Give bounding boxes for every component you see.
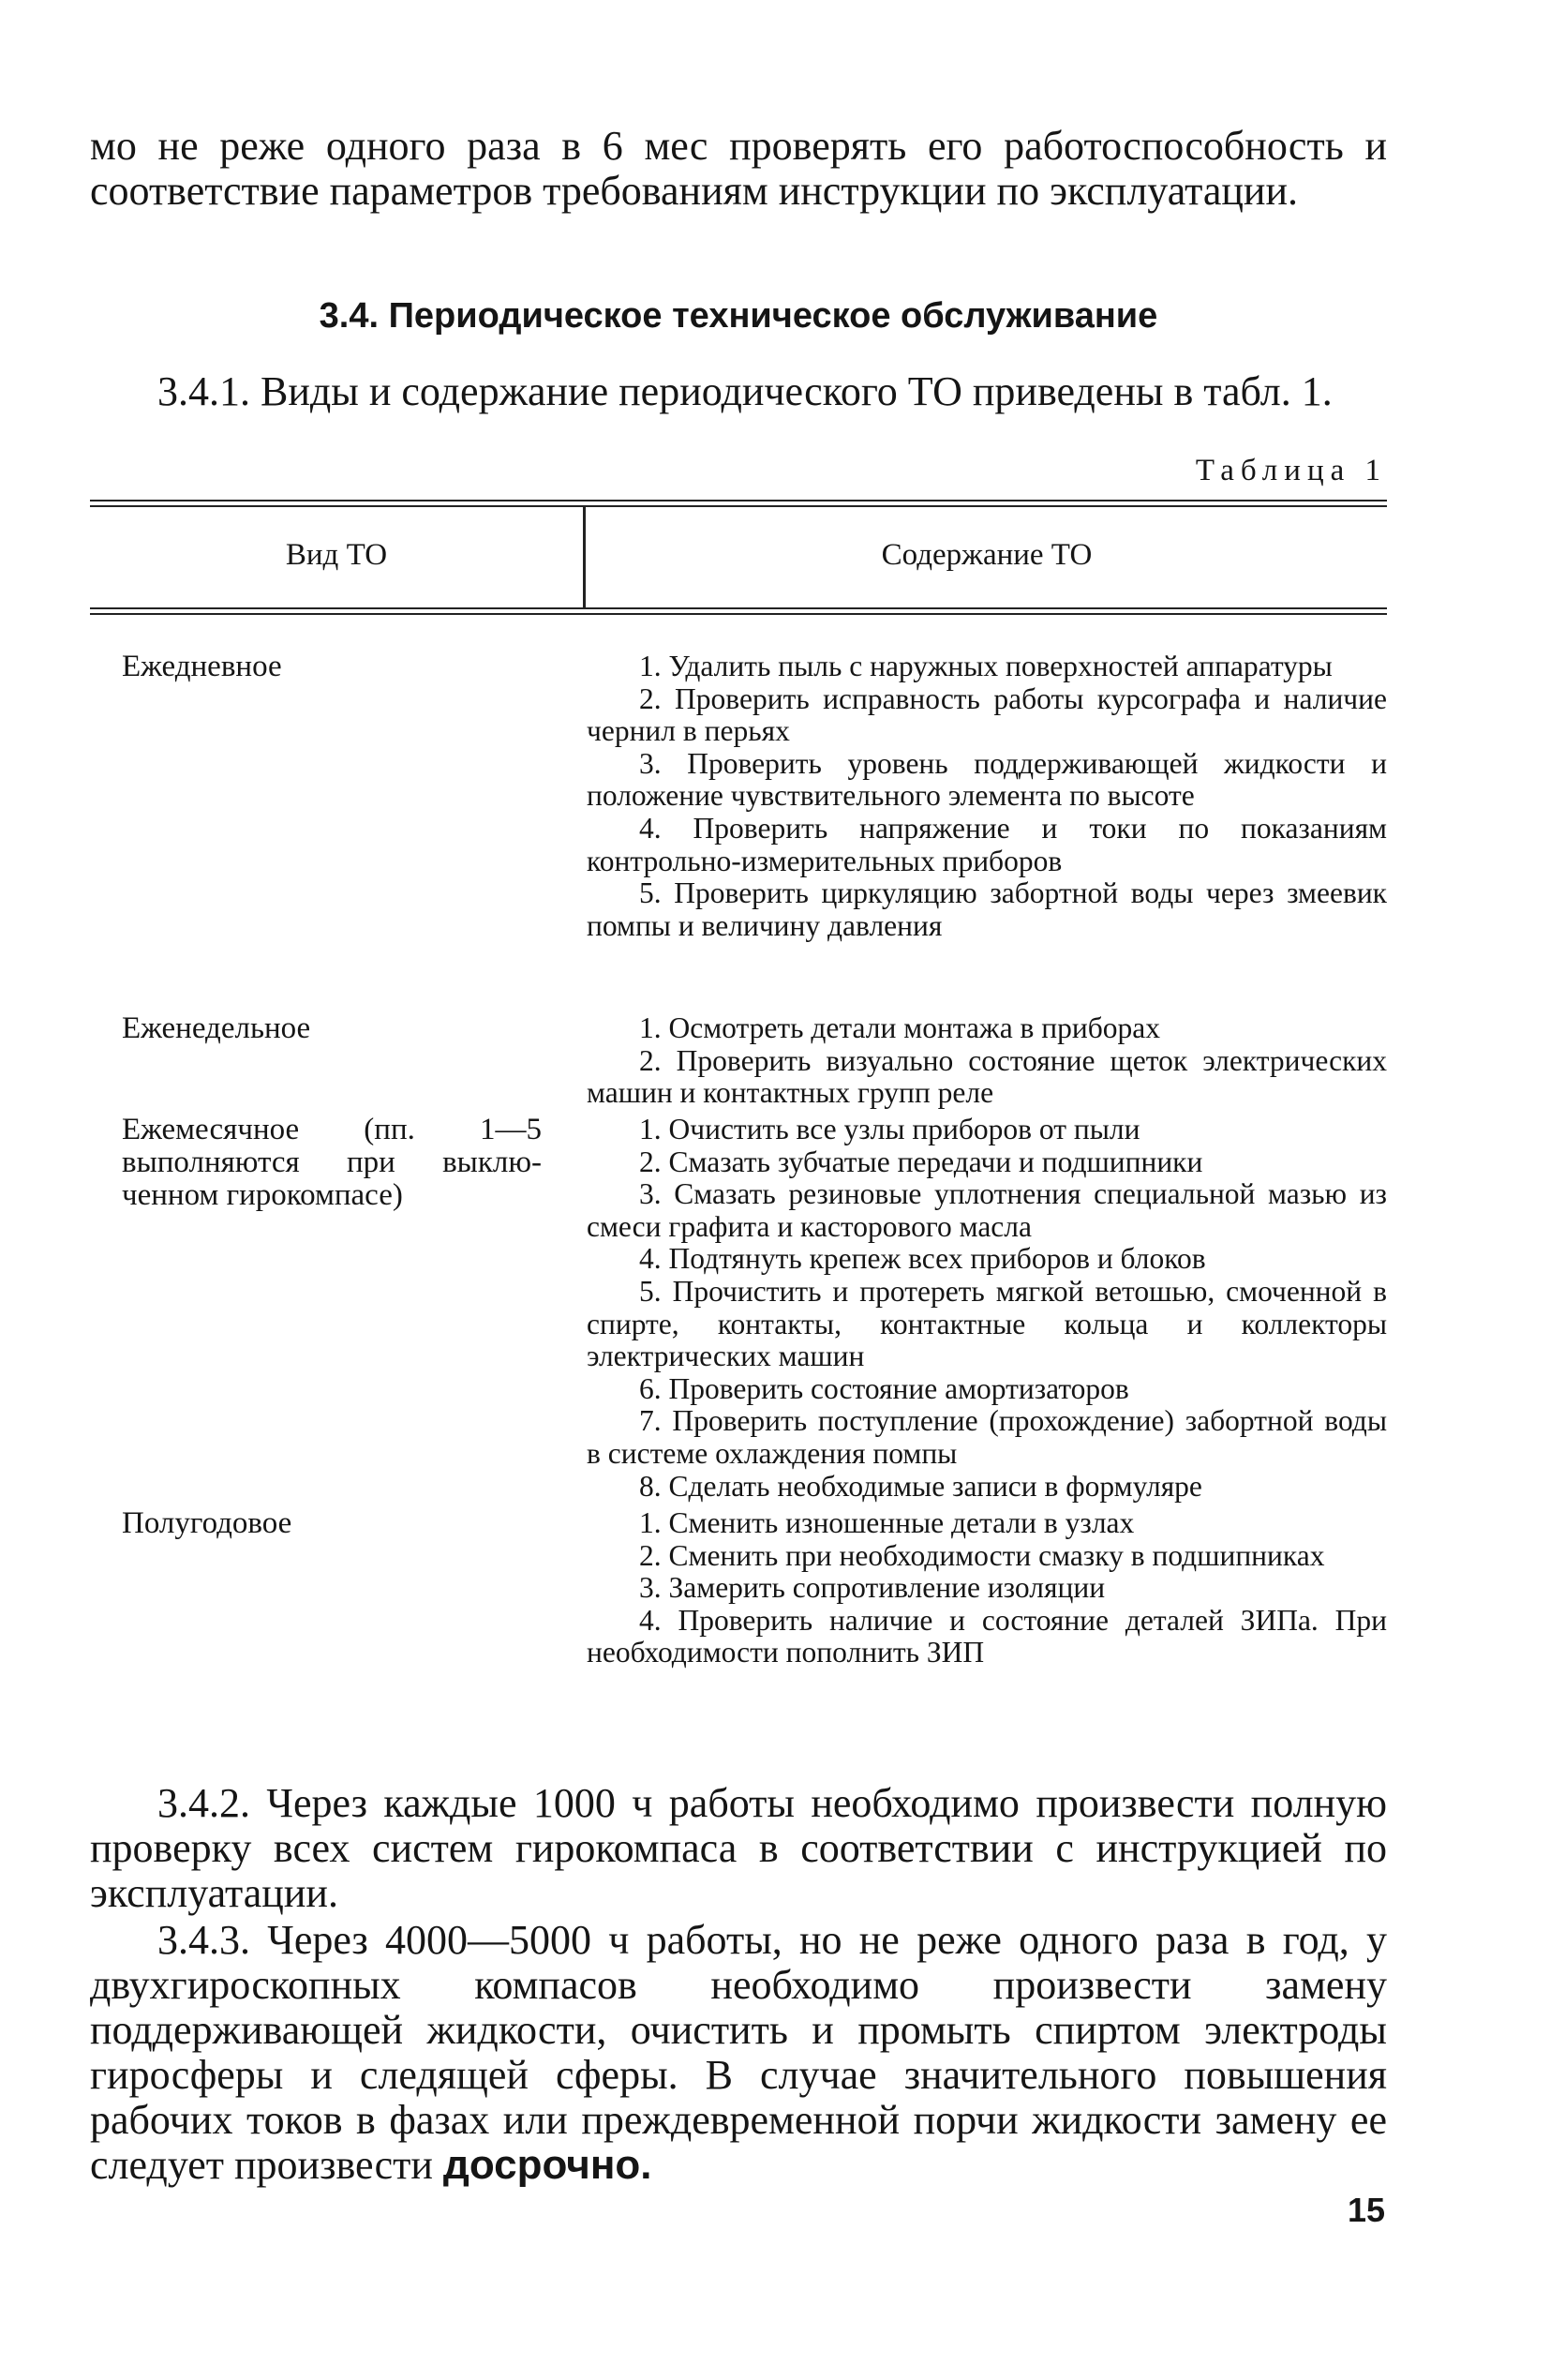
table-row-kind-daily: Ежедневное <box>122 650 282 683</box>
paragraph-3-4-3 <box>90 1918 1387 2188</box>
table-item: 3. Замерить сопротивление изоляции <box>639 1571 1106 1605</box>
table-item: 4. Проверить наличие и состояние деталей ЗИПа. При необходимости пополнить ЗИП <box>587 1603 1387 1669</box>
table-item: 2. Проверить визуально состояние щеток электрических машин и контактных групп реле <box>587 1043 1387 1110</box>
table-item: 3. Смазать резиновые уплотнения специальной мазью из смеси графита и касторового масла <box>587 1177 1387 1243</box>
table-header-rule <box>90 607 1387 609</box>
table-item: 3. Проверить уровень поддерживающей жидкости и положение чувствительного элемента по высоте <box>587 746 1387 813</box>
table-top-rule <box>90 500 1387 501</box>
paragraph-3-4-2: 3.4.2. Через каждые 1000 ч работы необходимо произвести полную проверку всех систем гирокомпаса в соответствии с инструкцией по эксплуатации. <box>90 1780 1387 1916</box>
table-item: 2. Смазать зубчатые передачи и подшипники <box>639 1145 1203 1178</box>
table-header-kind: Вид ТО <box>285 538 388 572</box>
table-item: 4. Проверить напряжение и токи по показаниям контрольно-измерительных приборов <box>587 811 1387 877</box>
table-row-content-monthly <box>587 1114 1387 1503</box>
paragraph-3-4-1: 3.4.1. Виды и содержание периодического ТО приведены в табл. 1. <box>157 368 1333 414</box>
table-item: 4. Подтянуть крепеж всех приборов и блоков <box>639 1242 1206 1276</box>
table-row-kind-monthly: Ежемесячное (пп. 1—5 выполняются при выключенном гирокомпасе) <box>122 1113 542 1212</box>
table-row-content-daily <box>587 651 1387 942</box>
table-item: 7. Проверить поступление (прохождение) забортной воды в системе охлаждения помпы <box>587 1404 1387 1470</box>
page-number: 15 <box>1347 2191 1385 2229</box>
table-item: 8. Сделать необходимые записи в формуляре <box>639 1469 1202 1503</box>
paragraph-3-4-3-bold-end: досрочно. <box>442 2142 652 2188</box>
table-row-content-weekly <box>587 1012 1387 1110</box>
paragraph-top: мо не реже одного раза в 6 мес проверять его работоспособность и соответствие параметров требованиям инструкции по эксплуатации. <box>90 123 1387 214</box>
table-row-kind-weekly: Еженедельное <box>122 1011 311 1045</box>
table-item: 5. Проверить циркуляцию забортной воды через змеевик помпы и величину давления <box>587 876 1387 942</box>
table-item: 5. Прочистить и протереть мягкой ветошью, смоченной в спирте, контакты, контактные кольца и коллекторы электрических машин <box>587 1274 1387 1373</box>
table-header-content: Содержание ТО <box>881 538 1093 572</box>
table-item: 1. Сменить изношенные детали в узлах <box>639 1506 1135 1539</box>
table-header-rule-inner <box>90 613 1387 615</box>
table-row-content-semiannual <box>587 1507 1387 1669</box>
table-item: 2. Сменить при необходимости смазку в подшипниках <box>639 1538 1325 1572</box>
section-heading: 3.4. Периодическое техническое обслуживание <box>319 296 1158 336</box>
table-item: 2. Проверить исправность работы курсографа и наличие чернил в перьях <box>587 681 1387 748</box>
table-top-rule-inner <box>90 505 1387 507</box>
table-row-kind-semiannual: Полугодовое <box>122 1506 292 1540</box>
table-item: 1. Осмотреть детали монтажа в приборах <box>639 1011 1161 1044</box>
table-item: 6. Проверить состояние амортизаторов <box>639 1371 1129 1405</box>
table-header-divider <box>583 507 586 607</box>
table-caption: Таблица 1 <box>1195 454 1387 487</box>
table-item: 1. Удалить пыль с наружных поверхностей аппаратуры <box>639 650 1333 682</box>
paragraph-3-4-3-text: 3.4.3. Через 4000—5000 ч работы, но не реже одного раза в год, у двухгироскопных компасов необходимо произвести замену поддерживающей жидкости, очистить и промыть спиртом электроды гиросферы и следящей сферы. В случае значительного повышения рабочих токов в фазах или преждевременной порчи жидкости замену ее следует произвести <box>90 1917 1387 2188</box>
table-item: 1. Очистить все узлы приборов от пыли <box>639 1113 1140 1145</box>
